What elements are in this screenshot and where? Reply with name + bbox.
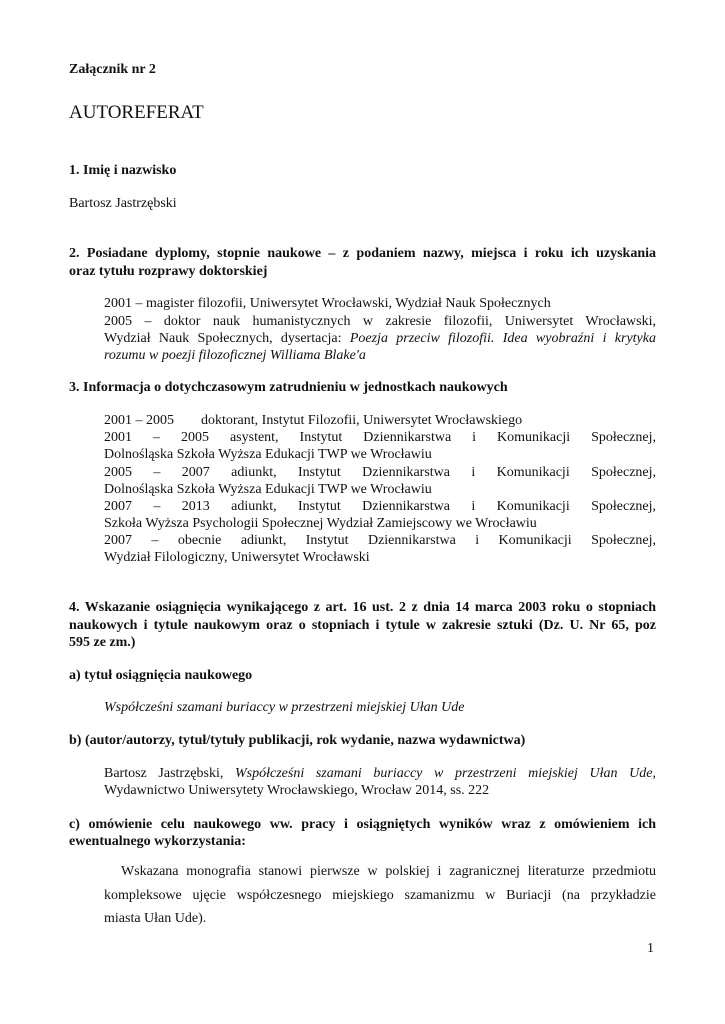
section-4-heading-line3: 595 ze zm.) (69, 635, 136, 650)
employment-entry-3-cont: Dolnośląska Szkoła Wyższa Edukacji TWP we Wrocławiu (104, 482, 432, 497)
document-title: AUTOREFERAT (69, 102, 204, 123)
page-number: 1 (647, 941, 654, 956)
employment-years: 2001 – 2005 (104, 413, 174, 428)
employment-years: 2007 – 2013 (104, 499, 210, 514)
employment-text: doktorant, Instytut Filozofii, Uniwersytet Wrocławskiego (201, 413, 523, 428)
publication-line-2: Wydawnictwo Uniwersytety Wrocławskiego, Wrocław 2014, ss. 222 (104, 783, 490, 798)
diploma-line-3-plain: Wydział Nauk Społecznych, dysertacja: (104, 331, 350, 346)
annex-label: Załącznik nr 2 (69, 62, 156, 77)
employment-years: 2007 – obecnie (104, 533, 222, 548)
dissertation-title-part2: rozumu w poezji filozoficznej Williama Blake'a (104, 348, 366, 363)
employment-entry-4-cont: Szkoła Wyższa Psychologii Społecznej Wydział Zamiejscowy we Wrocławiu (104, 516, 537, 531)
employment-years: 2005 – 2007 (104, 465, 210, 480)
paragraph-line-3: miasta Ułan Ude). (104, 911, 207, 926)
publication-title: Współcześni szamani buriaccy w przestrzeni miejskiej Ułan Ude, (235, 766, 656, 781)
section-3-heading: 3. Informacja o dotychczasowym zatrudnieniu w jednostkach naukowych (69, 380, 508, 395)
publication-author: Bartosz Jastrzębski, (104, 766, 235, 781)
employment-entry-5-cont: Wydział Filologiczny, Uniwersytet Wrocławski (104, 550, 370, 565)
section-4-heading-line2: naukowych i tytule naukowym oraz o stopniach i tytule w zakresie sztuki (Dz. U. Nr 65, poz (69, 618, 656, 633)
employment-text: adiunkt, Instytut Dziennikarstwa i Komunikacji Społecznej, (240, 533, 657, 548)
subsection-b-heading: b) (autor/autorzy, tytuł/tytuły publikacji, rok wydanie, nazwa wydawnictwa) (69, 733, 526, 748)
employment-years: 2001 – 2005 (104, 430, 209, 445)
section-4-heading-line1: 4. Wskazanie osiągnięcia wynikającego z art. 16 ust. 2 z dnia 14 marca 2003 roku o stopniach (69, 600, 656, 615)
employment-entry-4 (104, 498, 656, 516)
employment-text: adiunkt, Instytut Dziennikarstwa i Komunikacji Społecznej, (231, 465, 657, 480)
publication-line-1 (104, 765, 656, 783)
subsection-c-heading-line1: c) omówienie celu naukowego ww. pracy i osiągniętych wyników wraz z omówieniem ich (69, 817, 656, 832)
section-1-heading: 1. Imię i nazwisko (69, 163, 177, 178)
employment-entry-1 (104, 412, 656, 430)
employment-entry-2 (104, 429, 656, 447)
employment-entry-3 (104, 464, 656, 482)
diploma-line-3 (104, 330, 656, 348)
dissertation-title-part1: Poezja przeciw filozofii. Idea wyobraźni i krytyka (349, 331, 656, 346)
full-name: Bartosz Jastrzębski (69, 196, 177, 211)
diploma-line-2: 2005 – doktor nauk humanistycznych w zakresie filozofii, Uniwersytet Wrocławski, (104, 314, 656, 329)
section-2-heading-line1: 2. Posiadane dyplomy, stopnie naukowe – z podaniem nazwy, miejsca i roku ich uzyskania (69, 246, 656, 261)
diploma-line-1: 2001 – magister filozofii, Uniwersytet Wrocławski, Wydział Nauk Społecznych (104, 296, 551, 311)
paragraph-line-1: Wskazana monografia stanowi pierwsze w polskiej i zagranicznej literaturze przedmiotu (121, 864, 656, 879)
subsection-a-heading: a) tytuł osiągnięcia naukowego (69, 668, 253, 683)
paragraph-line-2: kompleksowe ujęcie współczesnego miejskiego szamanizmu w Buriacji (na przykładzie (104, 888, 656, 903)
employment-text: asystent, Instytut Dziennikarstwa i Komunikacji Społecznej, (229, 430, 657, 445)
section-2-heading-line2: oraz tytułu rozprawy doktorskiej (69, 264, 268, 279)
achievement-title: Współcześni szamani buriaccy w przestrzeni miejskiej Ułan Ude (104, 700, 465, 715)
subsection-c-heading-line2: ewentualnego wykorzystania: (69, 834, 246, 849)
employment-text: adiunkt, Instytut Dziennikarstwa i Komunikacji Społecznej, (231, 499, 657, 514)
employment-entry-2-cont: Dolnośląska Szkoła Wyższa Edukacji TWP we Wrocławiu (104, 447, 432, 462)
employment-entry-5 (104, 532, 656, 550)
